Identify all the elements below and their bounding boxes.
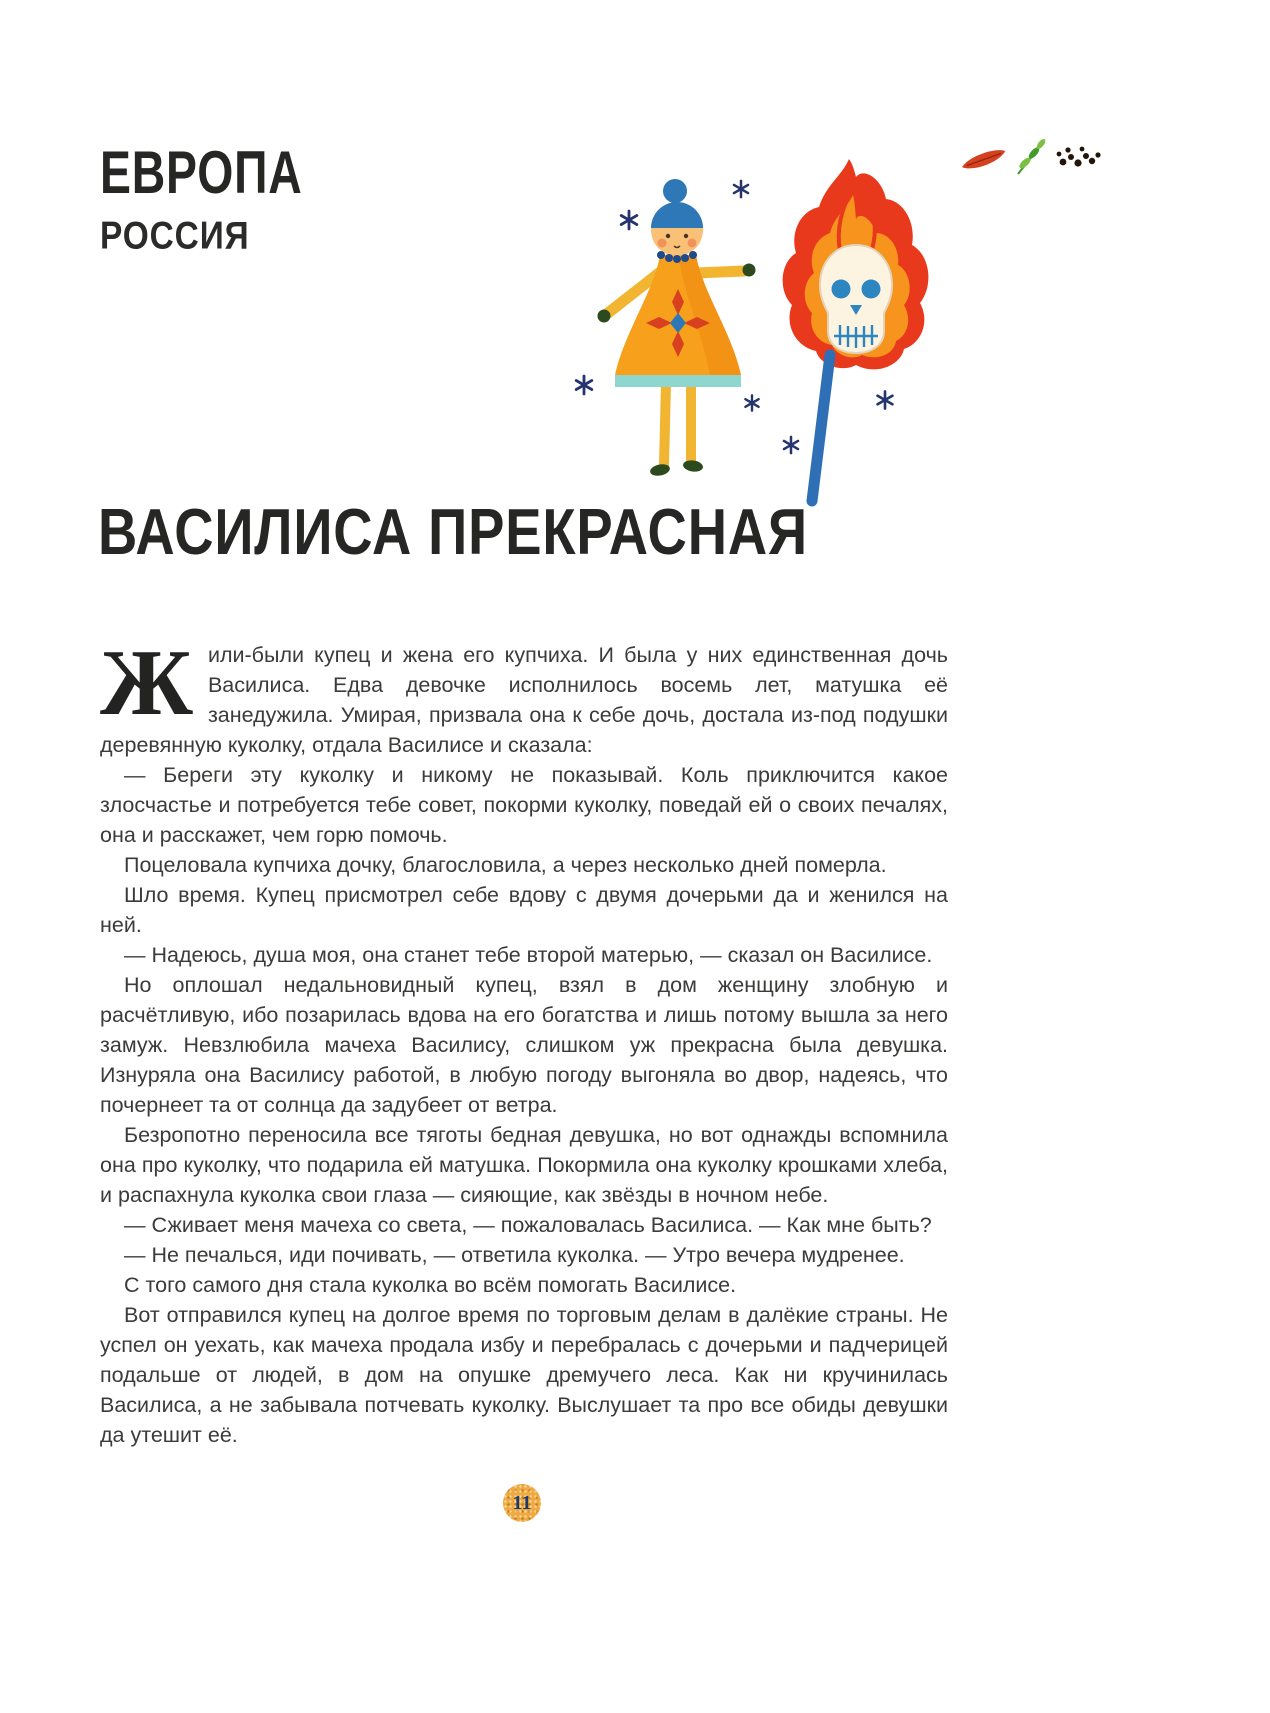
story-paragraph: — Надеюсь, душа моя, она станет тебе второй матерью, — сказал он Василисе.: [124, 943, 933, 967]
page-number-badge: [503, 1484, 541, 1522]
story-paragraph: — Не печалься, иди почивать, — ответила куколка. — Утро вечера мудренее.: [124, 1243, 905, 1267]
region-heading: ЕВРОПА: [100, 138, 303, 207]
corner-decorations: [960, 128, 1110, 183]
story-paragraph: Шло время. Купец присмотрел себе вдову с двумя дочерьми да и женился на ней.: [100, 883, 948, 937]
story-body: [100, 631, 948, 1450]
page-number: 11: [512, 1491, 532, 1514]
paragraph-list: [100, 760, 948, 1450]
story-paragraph: — Береги эту куколку и никому не показывай. Коль приключится какое злосчастье и потребуется тебе совет, покорми куколку, поведай ей о своих печалях, она и расскажет, чем горю помочь.: [100, 763, 948, 847]
story-illustration: [560, 133, 945, 515]
skull: [820, 245, 892, 353]
country-heading: РОССИЯ: [100, 214, 250, 258]
decor-svg: [960, 128, 1110, 183]
green-sprig-icon: [1018, 138, 1047, 174]
story-paragraph: — Сживает меня мачеха со света, — пожаловалась Василиса. — Как мне быть?: [124, 1213, 932, 1237]
skull-torch: [783, 159, 929, 501]
torch-stick: [812, 355, 830, 501]
illustration-svg: [560, 133, 945, 515]
story-paragraph: Поцеловала купчиха дочку, благословила, а через несколько дней померла.: [124, 853, 887, 877]
page-header: [100, 138, 353, 258]
red-leaf-icon: [960, 147, 1007, 173]
drop-cap: Ж: [100, 631, 193, 735]
lead-text: или-были купец и жена его купчиха. И была у них единственная дочь Василиса. Едва девочке исполнилось восемь лет, матушка её занедужила. Умирая, призвала она к себе дочь, достала из-под подушки деревянную куколку, отдала Василисе и сказала:: [100, 643, 948, 757]
hair-bun: [663, 179, 687, 203]
story-paragraph: Безропотно переносила все тяготы бедная девушка, но вот однажды вспомнила она про куколку, что подарила ей матушка. Покормила она куколку крошками хлеба, и распахнула куколка свои глаза — сияющие, как звёзды в ночном небе.: [100, 1123, 948, 1207]
berries-icon: [1057, 147, 1101, 167]
lead-paragraph: [100, 631, 948, 760]
story-paragraph: С того самого дня стала куколка во всём помогать Василисе.: [124, 1273, 737, 1297]
story-paragraph: Но оплошал недальновидный купец, взял в дом женщину злобную и расчётливую, ибо позарилась вдова на его богатства и лишь потому вышла за него замуж. Невзлюбила мачеха Василису, слишком уж прекрасна была девушка. Изнуряла она Василису работой, в любую погоду выгоняла во двор, надеясь, что почернеет та от солнца да задубеет от ветра.: [100, 973, 948, 1117]
story-title: ВАСИЛИСА ПРЕКРАСНАЯ: [98, 494, 808, 569]
story-paragraph: Вот отправился купец на долгое время по торговым делам в далёкие страны. Не успел он уехать, как мачеха продала избу и перебралась с дочерьми и падчерицей подальше от людей, в дом на опушке дремучего леса. Как ни кручинилась Василиса, а не забывала потчевать куколку. Выслушает та про все обиды девушки да утешит её.: [100, 1303, 948, 1447]
